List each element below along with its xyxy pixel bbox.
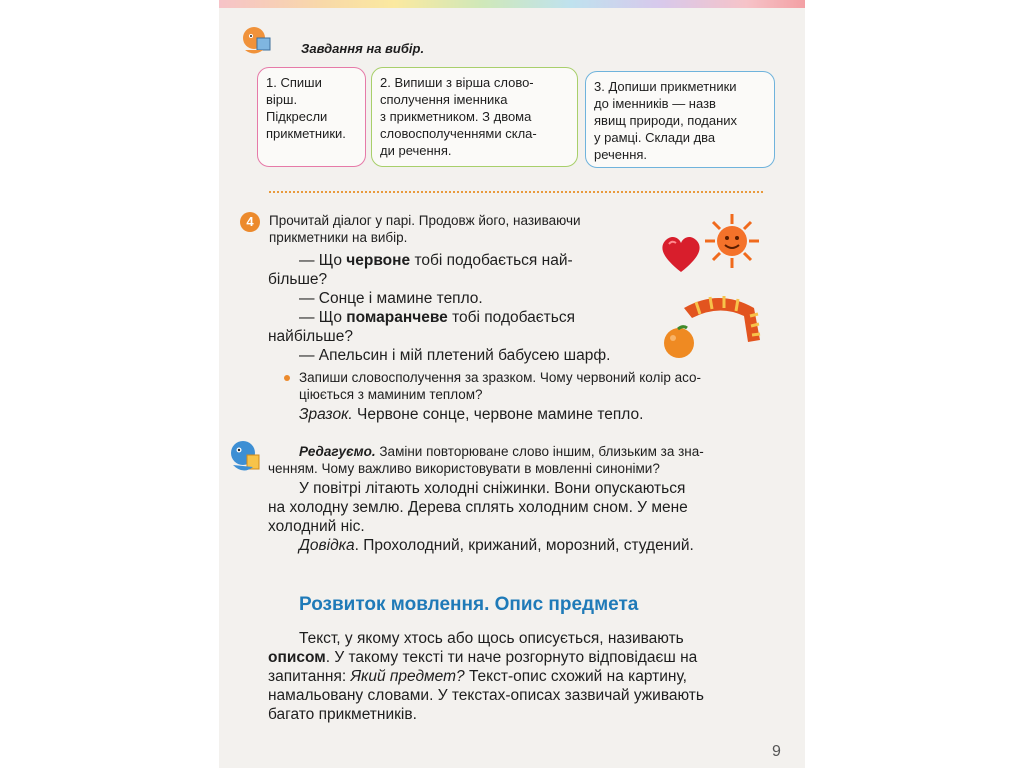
sun-icon — [703, 212, 761, 270]
dialog — [268, 251, 611, 365]
orange-character-icon — [239, 24, 273, 58]
exercise-intro: Прочитай діалог у парі. Продовж його, називаючи прикметники на вибір. — [269, 213, 581, 245]
exercise-task: Запиши словосполучення за зразком. Чому червоний колір асо- ціюється з маминим теплом? — [299, 370, 702, 402]
exercise-number: 4 — [240, 212, 260, 232]
bullet-icon — [284, 375, 290, 381]
task-option-1: 1. Спиши вірш. Підкресли прикметники. — [257, 67, 366, 167]
page-number: 9 — [772, 743, 781, 760]
textbook-page — [219, 0, 805, 768]
dialog-line: — Апельсин і мій плетений бабусею шарф. — [299, 347, 611, 364]
orange-fruit-icon — [661, 324, 697, 360]
help-line: Довідка. Прохолодний, крижаний, морозний, студений. — [299, 537, 694, 554]
edit-paragraph: У повітрі літають холодні сніжинки. Вони опускаються на холодну землю. Дерева сплять холодним сном. У мене холодний ніс. Довідка. Прохолодний, крижаний, морозний, студений. — [268, 480, 694, 554]
dialog-line: — Що помаранчеве тобі подобається — [299, 309, 575, 326]
dialog-line: — Сонце і мамине тепло. — [299, 290, 483, 307]
edit-task: Редагуємо. Заміни повторюване слово іншим, близьким за зна- ченням. Чому важливо використовувати в мовленні синоніми? — [268, 444, 704, 476]
dialog-line: найбільше? — [268, 328, 353, 345]
heart-icon — [659, 234, 703, 274]
top-color-band — [219, 0, 805, 8]
task-option-2: 2. Випиши з вірша слово- сполучення іменника з прикметником. З двома словосполученнями скла- ди речення. — [371, 67, 578, 167]
task-option-3: 3. Допиши прикметники до іменників — назв явищ природи, поданих у рамці. Склади два речення. — [585, 71, 775, 168]
section-paragraph: Текст, у якому хтось або щось описується, називають описом. У такому тексті ти наче розгорнуто відповідаєш на запитання: Який предмет? Текст-опис схожий на картину, намальовану словами. У текстах-описах зазвичай уживають багато прикметників. — [268, 630, 704, 723]
section-heading: Розвиток мовлення. Опис предмета — [299, 594, 639, 615]
dialog-line: — Що червоне тобі подобається най- — [299, 252, 573, 269]
blue-character-icon — [225, 437, 265, 477]
sample: Зразок. Червоне сонце, червоне мамине тепло. — [299, 406, 644, 423]
dialog-line: більше? — [268, 271, 328, 288]
task-title: Завдання на вибір. — [301, 41, 425, 56]
section-divider — [269, 191, 763, 193]
